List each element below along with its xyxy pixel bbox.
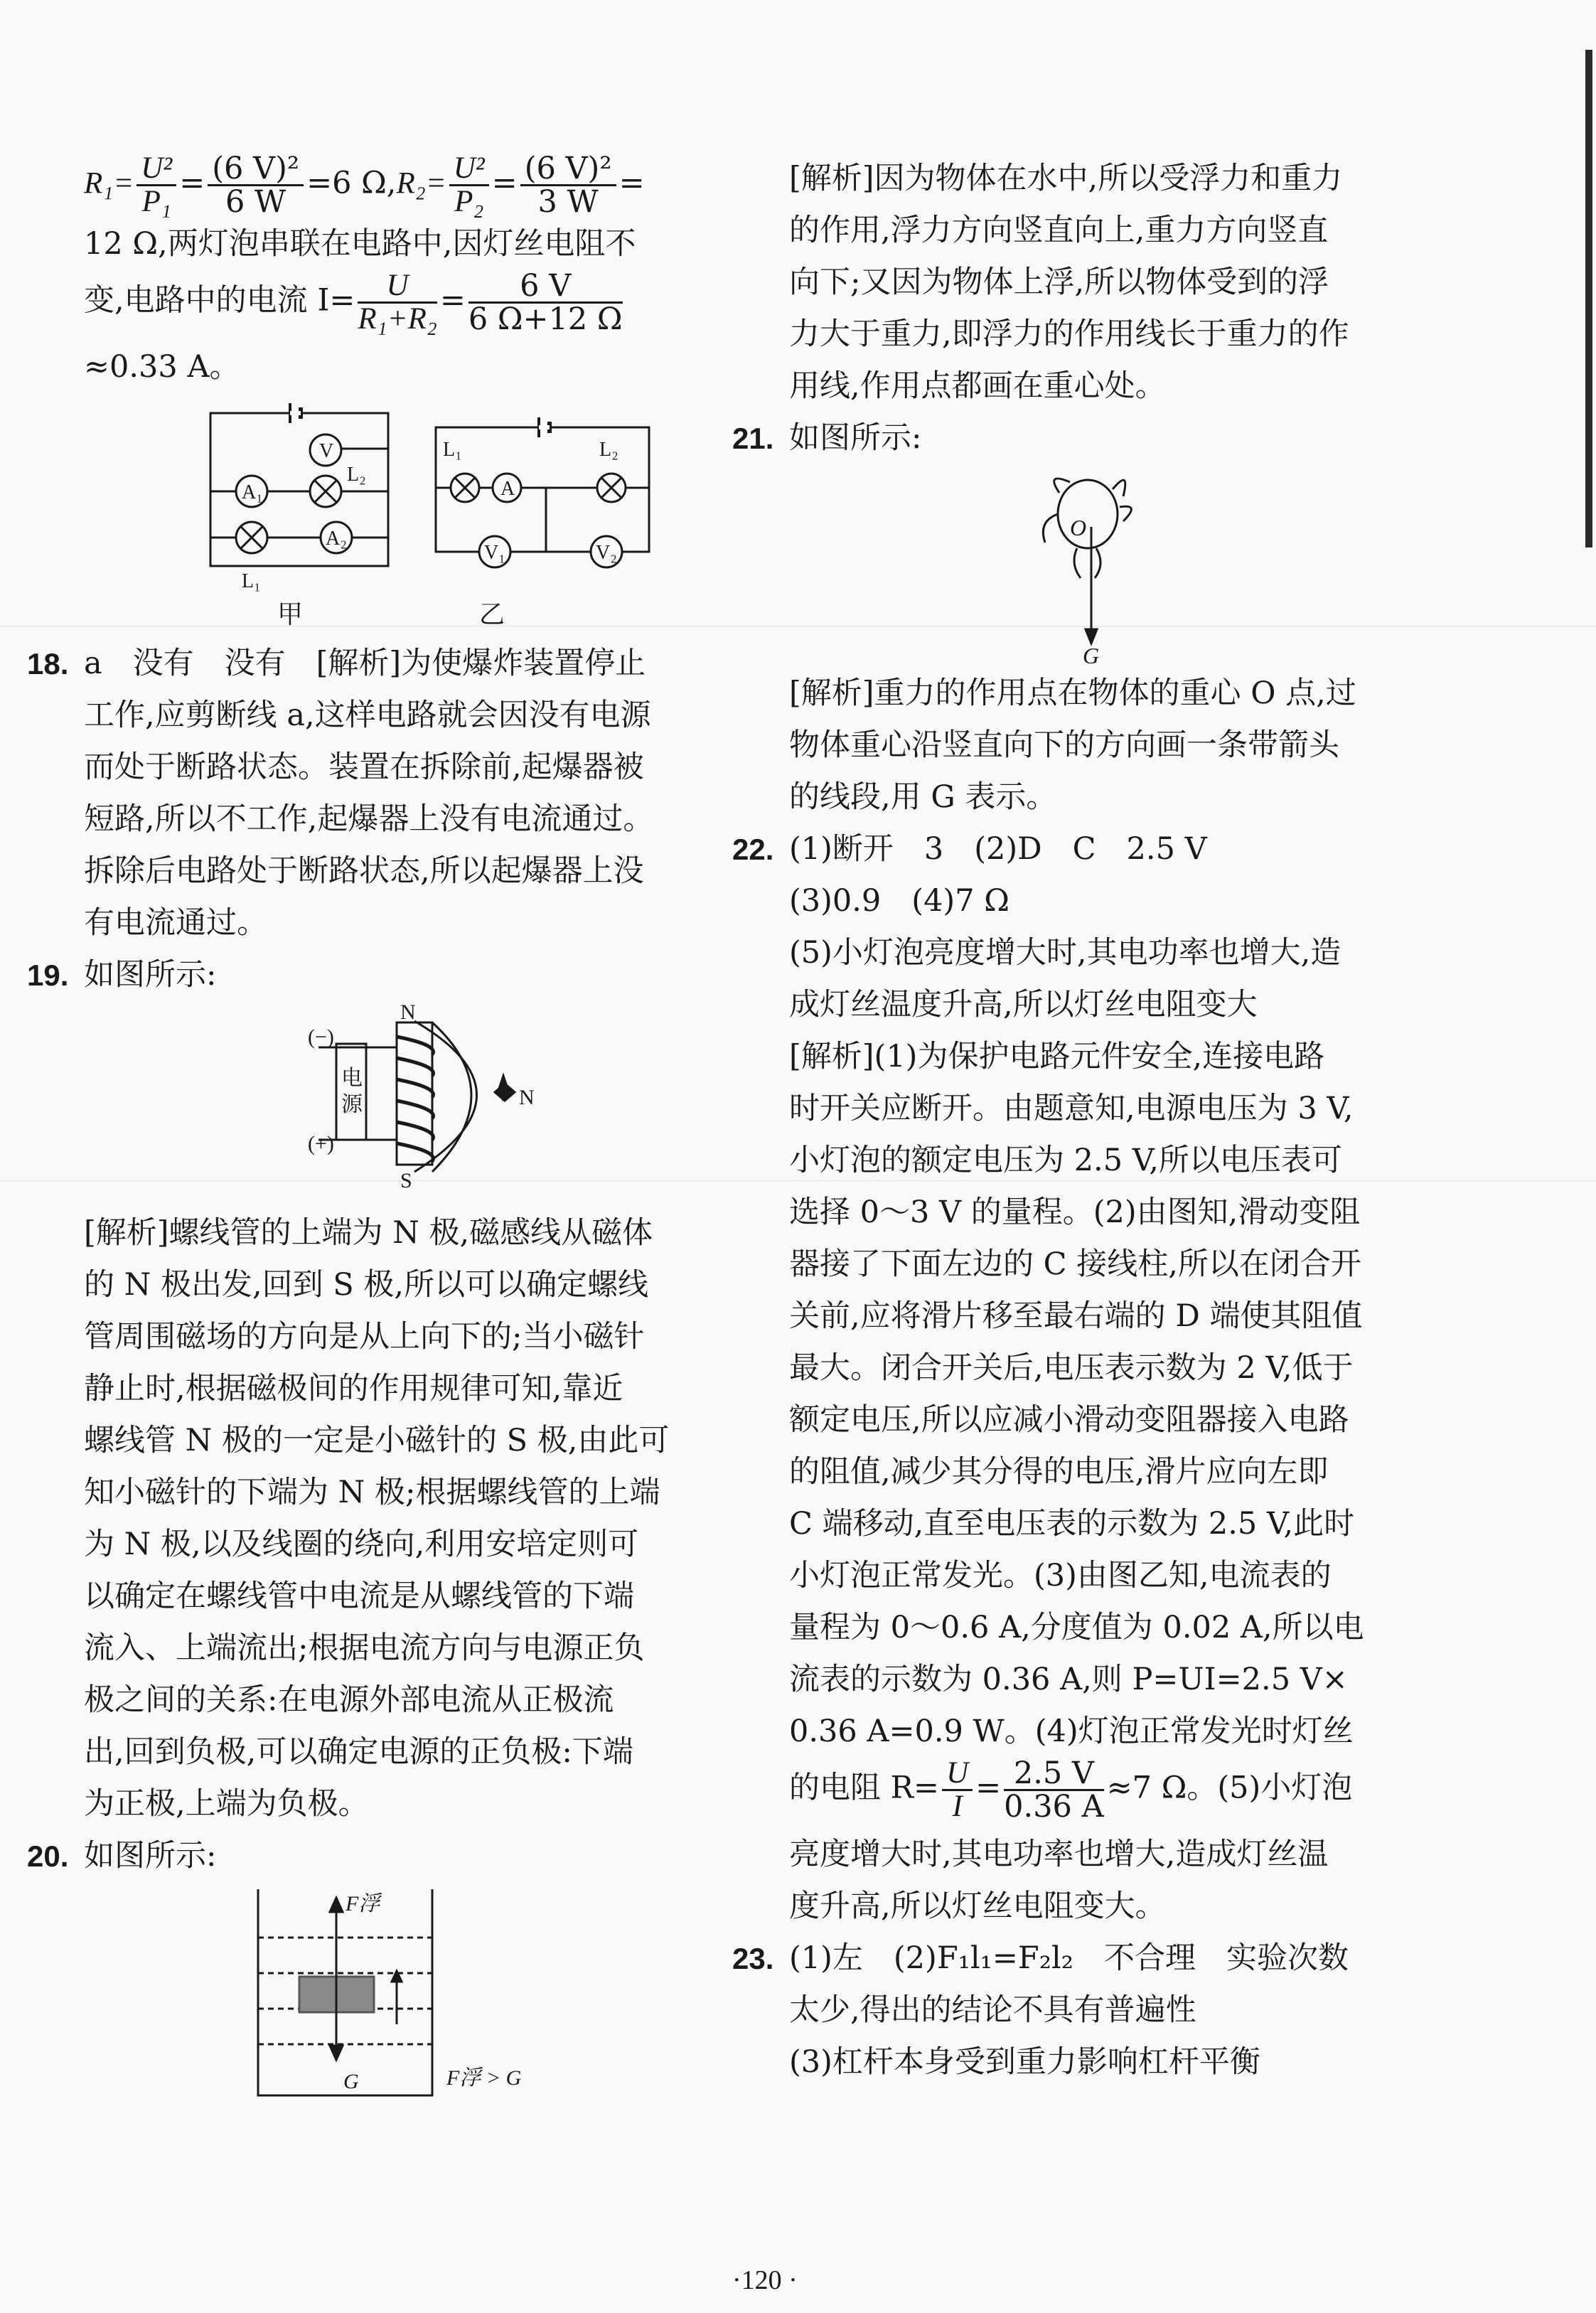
label-a1: A₁: [242, 481, 263, 503]
formula-current: [84, 270, 709, 341]
label-n: N: [400, 1001, 416, 1024]
text-line: (3)杠杆本身受到重力影响杠杆平衡: [789, 2044, 1260, 2080]
fraction: $\frac{\text{U²}}{\text{P₂}}$: [449, 153, 489, 218]
label-l2: L₂: [599, 439, 618, 461]
fraction: $\frac{\text{(6 V)²}}{6 W}$: [208, 153, 304, 218]
text-line: 极之间的关系:在电源外部电流从正极流: [84, 1682, 614, 1718]
question-18: [27, 638, 709, 949]
text-line: 管周围磁场的方向是从上向下的;当小磁针: [84, 1319, 645, 1355]
label-negative: (−): [308, 1025, 334, 1049]
text-line: 的线段,用 G 表示。: [789, 779, 1057, 815]
formula-text: =: [618, 165, 645, 201]
text-line: 太少,得出的结论不具有普遍性: [789, 1992, 1196, 2028]
text-line: 以确定在螺线管中电流是从螺线管的下端: [84, 1578, 634, 1614]
figure-arm: [1043, 514, 1058, 543]
fraction: $\frac{\text{(6 V)²}}{3 W}$: [520, 153, 616, 218]
gravity-figure: [789, 464, 1415, 663]
text-line: 22. (1)断开 3 (2)D C 2.5 V: [789, 823, 1415, 875]
text-line: 有电流通过。: [84, 905, 267, 941]
question-number: 19.: [27, 958, 69, 992]
text-line: 短路,所以不工作,起爆器上没有电流通过。: [84, 801, 654, 837]
question-number: 22.: [732, 833, 774, 866]
fraction: $\frac{U}{I}$: [942, 1758, 973, 1822]
text-line: 流表的示数为 0.36 A,则 P=UI=2.5 V×: [789, 1662, 1348, 1697]
text-line: C 端移动,直至电压表的示数为 2.5 V,此时: [789, 1506, 1355, 1542]
caption-b: 乙: [479, 600, 505, 629]
text-line: [解析]因为物体在水中,所以受浮力和重力: [789, 161, 1343, 196]
label-source: 源: [341, 1093, 363, 1116]
label-g: G: [1083, 643, 1100, 663]
text-line: [解析]重力的作用点在物体的重心 O 点,过: [789, 675, 1356, 711]
text-line: 小灯泡正常发光。(3)由图乙知,电流表的: [789, 1558, 1332, 1593]
label-v: V: [319, 440, 334, 462]
label-g: G: [343, 2070, 359, 2093]
text-line: 关前,应将滑片移至最右端的 D 端使其阻值: [789, 1298, 1363, 1334]
text-line: 物体重心沿竖直向下的方向画一条带箭头: [789, 727, 1339, 763]
compass-needle-icon: [495, 1084, 515, 1101]
fraction: $\frac{2.5 V}{0.36 A}$: [1004, 1756, 1104, 1825]
left-column: [27, 151, 709, 2110]
text-line: (3)0.9 (4)7 Ω: [789, 883, 1009, 919]
caption-a: 甲: [277, 600, 304, 629]
fraction: $\frac{\text{U²}}{\text{P₁}}$: [136, 153, 176, 218]
label-s: S: [400, 1169, 412, 1192]
question-20: [27, 1830, 709, 2110]
arrow-up-icon: [330, 1898, 343, 1912]
formula-text: =: [179, 165, 205, 201]
buoyancy-figure: [84, 1882, 709, 2110]
text-line: 23. (1)左 (2)F₁l₁=F₂l₂ 不合理 实验次数: [789, 1933, 1415, 1985]
solenoid-figure: [84, 1001, 709, 1207]
text-line: 为 N 极,以及线圈的绕向,利用安培定则可: [84, 1527, 639, 1562]
page-edge-mark: [1585, 50, 1592, 547]
question-22: [732, 823, 1415, 1933]
text-line: 的 N 极出发,回到 S 极,所以可以确定螺线: [84, 1267, 649, 1303]
power-source-box: [336, 1044, 366, 1140]
formula-text: =6 Ω,: [306, 165, 397, 201]
label-l1: L₁: [443, 439, 462, 461]
text-line: 12 Ω,两灯泡串联在电路中,因灯丝电阻不: [84, 226, 636, 262]
text-line: 时开关应断开。由题意知,电源电压为 3 V,: [789, 1091, 1354, 1126]
question-number: 21.: [732, 422, 774, 455]
formula-text: 变,电路中的电流 I=: [84, 282, 355, 319]
question-number: 20.: [27, 1839, 69, 1873]
label-l1: L₁: [242, 570, 261, 592]
arrow-down-icon: [1086, 629, 1097, 643]
text-line: 选择 0～3 V 的量程。(2)由图知,滑动变阻: [789, 1195, 1361, 1230]
text-line: 21. 如图所示:: [789, 412, 1415, 464]
text-line: 0.36 A=0.9 W。(4)灯泡正常发光时灯丝: [789, 1714, 1354, 1749]
text-line: 器接了下面左边的 C 接线柱,所以在闭合开: [789, 1246, 1361, 1282]
text-line: 量程为 0～0.6 A,分度值为 0.02 A,所以电: [789, 1610, 1364, 1645]
fraction: $\frac{U}{\text{R₁+R₂}}$: [358, 269, 437, 336]
text-line: 知小磁针的下端为 N 极;根据螺线管的上端: [84, 1475, 660, 1510]
label-l2: L₂: [347, 464, 366, 486]
label-source: 电: [341, 1067, 363, 1090]
text-line: 静止时,根据磁极间的作用规律可知,靠近: [84, 1371, 623, 1406]
label-a: A: [500, 478, 515, 500]
figure-body: [1074, 548, 1100, 578]
text-line: 螺线管 N 极的一定是小磁针的 S 极,由此可: [84, 1423, 670, 1458]
text-line: ≈0.33 A。: [84, 349, 240, 385]
formula-text: =: [491, 165, 518, 201]
text-line: 向下;又因为物体上浮,所以物体受到的浮: [789, 265, 1329, 300]
label-positive: (+): [308, 1132, 334, 1155]
text-line: 小灯泡的额定电压为 2.5 V,所以电压表可: [789, 1143, 1342, 1178]
text-line: 最大。闭合开关后,电压表示数为 2 V,低于: [789, 1350, 1354, 1386]
arrow-down-icon: [330, 2046, 343, 2060]
figure-hair: [1054, 479, 1132, 521]
question-number: 18.: [27, 647, 69, 680]
formula-text: ≈7 Ω。(5)小灯泡: [1106, 1770, 1353, 1806]
question-23: [732, 1933, 1415, 2088]
question-20-analysis: [789, 153, 1415, 412]
formula-text: 的电阻 R=: [789, 1770, 940, 1806]
formula-text: R₂=: [396, 166, 446, 201]
text-line: 亮度增大时,其电功率也增大,造成灯丝温: [789, 1837, 1329, 1872]
text-line: 18. a 没有 没有 [解析]为使爆炸装置停止: [84, 638, 709, 690]
text-line: 为正极,上端为负极。: [84, 1786, 369, 1822]
question-number: 23.: [732, 1942, 774, 1975]
text-line: 工作,应剪断线 a,这样电路就会因没有电源: [84, 698, 651, 733]
figure-head: [1058, 480, 1118, 548]
formula-text: =: [975, 1770, 1002, 1806]
label-relation: F浮 > G: [446, 2066, 522, 2090]
question-19: [27, 949, 709, 1830]
text-line: 而处于断路状态。装置在拆除前,起爆器被: [84, 749, 644, 785]
text-line: 的作用,浮力方向竖直向上,重力方向竖直: [789, 213, 1329, 248]
label-a2: A₂: [326, 528, 347, 550]
formula-text: R₁=: [84, 166, 134, 201]
text-line: 流入、上端流出;根据电流方向与电源正负: [84, 1630, 645, 1666]
text-line: 拆除后电路处于断路状态,所以起爆器上没: [84, 853, 644, 889]
text-line: 力大于重力,即浮力的作用线长于重力的作: [789, 316, 1349, 352]
text-line: 20. 如图所示:: [84, 1830, 709, 1882]
text-line: 成灯丝温度升高,所以灯丝电阻变大: [789, 987, 1258, 1022]
formula-text: =: [439, 282, 466, 319]
text-line: (5)小灯泡亮度增大时,其电功率也增大,造: [789, 935, 1341, 971]
label-n-needle: N: [519, 1086, 535, 1109]
label-v2: V₂: [596, 542, 617, 564]
text-line: 的阻值,减少其分得的电压,滑片应向左即: [789, 1454, 1329, 1490]
field-line: [432, 1022, 471, 1172]
label-o: O: [1070, 515, 1087, 540]
text-line: [解析](1)为保护电路元件安全,连接电路: [789, 1039, 1325, 1074]
circuit-diagrams: [84, 399, 709, 634]
formula-resistance: [84, 153, 709, 224]
text-line: 19. 如图所示:: [84, 949, 709, 1001]
label-v1: V₁: [484, 542, 505, 564]
right-column: [732, 153, 1415, 2088]
text-line: 出,回到负极,可以确定电源的正负极:下端: [84, 1734, 633, 1770]
label-f-buoyancy: F浮: [346, 1892, 380, 1916]
text-line: 用线,作用点都画在重心处。: [789, 368, 1166, 404]
fraction: $\frac{6 V}{6 \Omega+12 \Omega}$: [468, 268, 623, 337]
page-number: ·120 ·: [732, 2265, 798, 2295]
text-line: 度升高,所以灯丝电阻变大。: [789, 1889, 1166, 1924]
text-line: [解析]螺线管的上端为 N 极,磁感线从磁体: [84, 1215, 653, 1251]
question-21: [732, 412, 1415, 823]
text-line: 额定电压,所以应减小滑动变阻器接入电路: [789, 1402, 1349, 1438]
formula-resistance-r: [789, 1758, 1415, 1829]
